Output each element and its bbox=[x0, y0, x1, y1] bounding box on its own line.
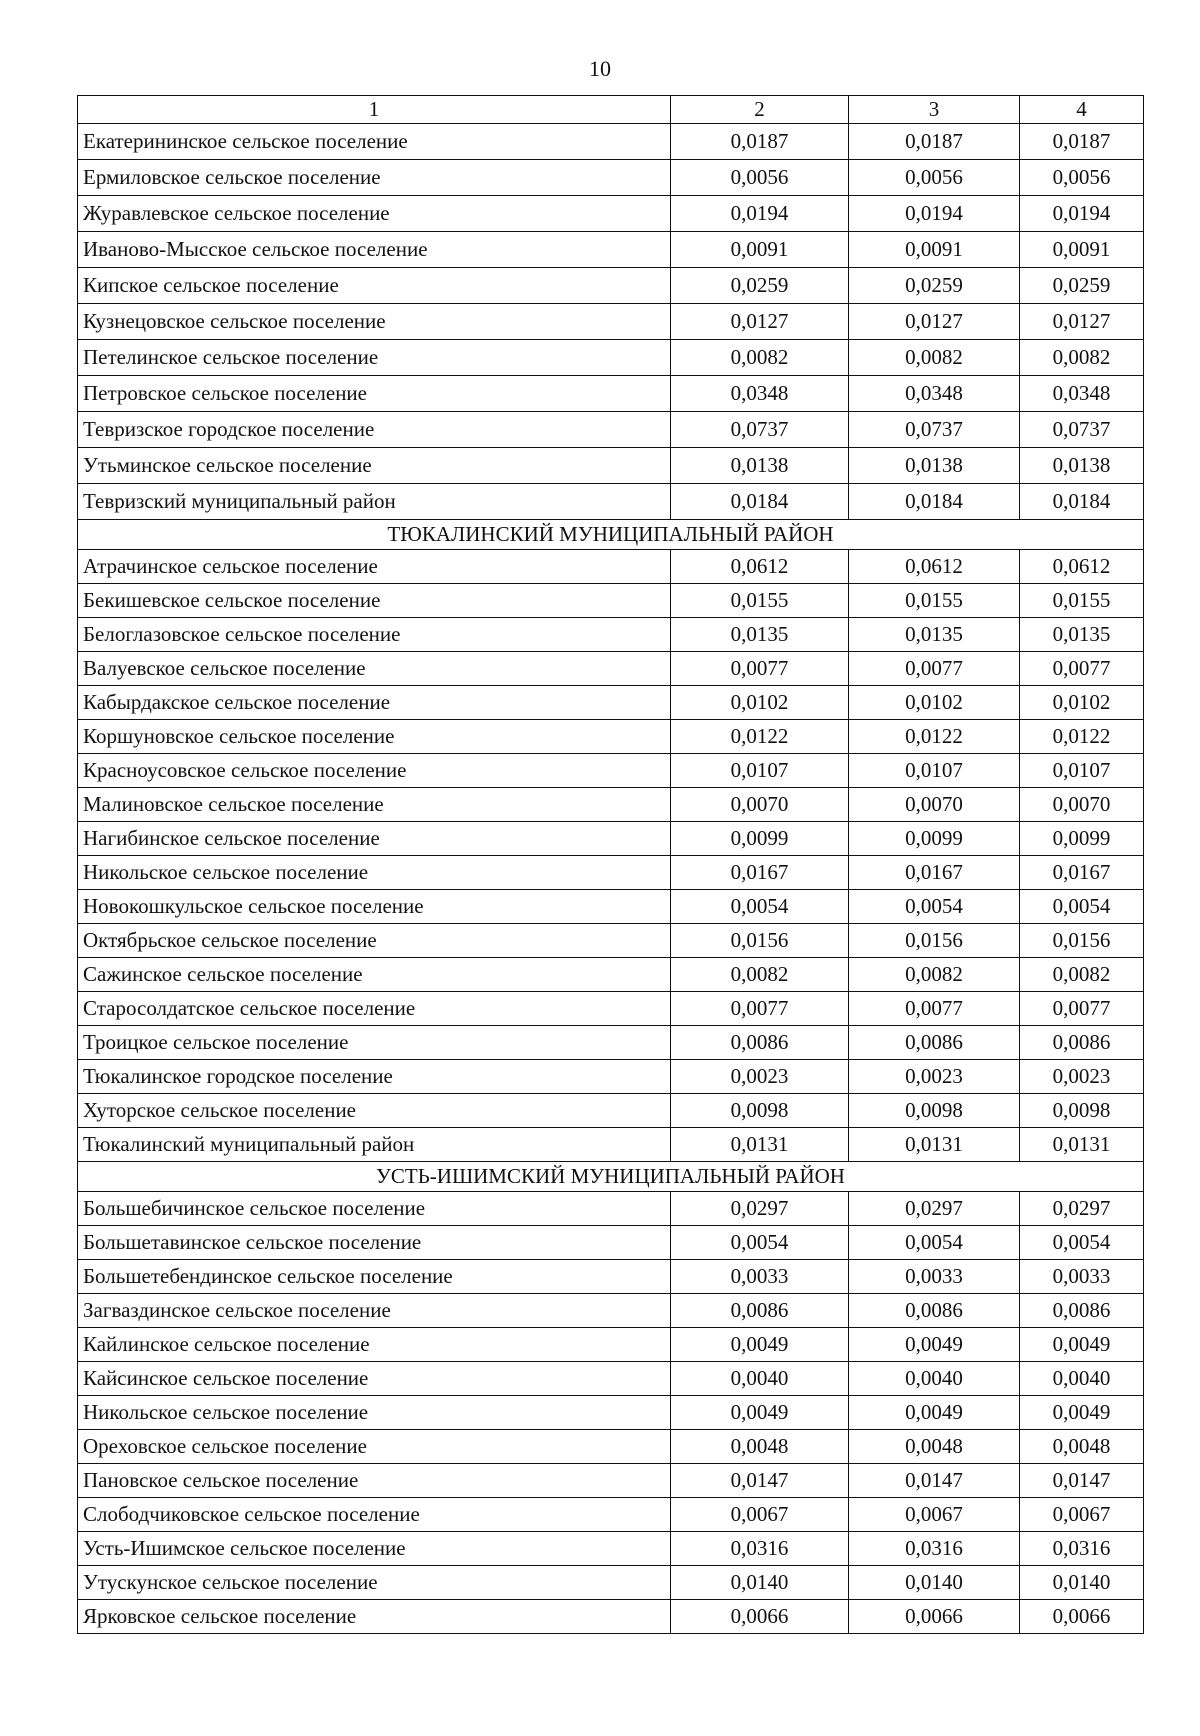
settlement-name-cell: Иваново-Мысское сельское поселение bbox=[78, 232, 671, 268]
value-cell-col-2: 0,0737 bbox=[671, 412, 849, 448]
value-cell-col-2: 0,0066 bbox=[671, 1600, 849, 1634]
table-row bbox=[78, 1566, 1144, 1600]
table-body bbox=[78, 96, 1144, 1634]
value-cell-col-2: 0,0259 bbox=[671, 268, 849, 304]
value-cell-col-3: 0,0102 bbox=[849, 686, 1020, 720]
value-cell-col-2: 0,0127 bbox=[671, 304, 849, 340]
value-cell-col-3: 0,0040 bbox=[849, 1362, 1020, 1396]
value-cell-col-2: 0,0155 bbox=[671, 584, 849, 618]
value-cell-col-4: 0,0194 bbox=[1020, 196, 1144, 232]
value-cell-col-4: 0,0316 bbox=[1020, 1532, 1144, 1566]
value-cell-col-4: 0,0612 bbox=[1020, 550, 1144, 584]
table-row bbox=[78, 412, 1144, 448]
value-cell-col-4: 0,0082 bbox=[1020, 958, 1144, 992]
value-cell-col-2: 0,0135 bbox=[671, 618, 849, 652]
value-cell-col-2: 0,0184 bbox=[671, 484, 849, 520]
value-cell-col-3: 0,0167 bbox=[849, 856, 1020, 890]
table-row bbox=[78, 196, 1144, 232]
value-cell-col-3: 0,0082 bbox=[849, 958, 1020, 992]
value-cell-col-3: 0,0099 bbox=[849, 822, 1020, 856]
value-cell-col-3: 0,0122 bbox=[849, 720, 1020, 754]
value-cell-col-4: 0,0086 bbox=[1020, 1026, 1144, 1060]
value-cell-col-3: 0,0056 bbox=[849, 160, 1020, 196]
table-row bbox=[78, 1532, 1144, 1566]
value-cell-col-3: 0,0066 bbox=[849, 1600, 1020, 1634]
settlement-name-cell: Ореховское сельское поселение bbox=[78, 1430, 671, 1464]
value-cell-col-2: 0,0040 bbox=[671, 1362, 849, 1396]
value-cell-col-4: 0,0049 bbox=[1020, 1328, 1144, 1362]
table-row bbox=[78, 754, 1144, 788]
value-cell-col-3: 0,0156 bbox=[849, 924, 1020, 958]
table-row bbox=[78, 1362, 1144, 1396]
value-cell-col-2: 0,0348 bbox=[671, 376, 849, 412]
value-cell-col-3: 0,0297 bbox=[849, 1192, 1020, 1226]
value-cell-col-4: 0,0259 bbox=[1020, 268, 1144, 304]
value-cell-col-2: 0,0033 bbox=[671, 1260, 849, 1294]
table-row bbox=[78, 992, 1144, 1026]
value-cell-col-3: 0,0184 bbox=[849, 484, 1020, 520]
value-cell-col-4: 0,0348 bbox=[1020, 376, 1144, 412]
value-cell-col-2: 0,0131 bbox=[671, 1128, 849, 1162]
settlement-name-cell: Утускунское сельское поселение bbox=[78, 1566, 671, 1600]
table-row bbox=[78, 822, 1144, 856]
value-cell-col-3: 0,0033 bbox=[849, 1260, 1020, 1294]
value-cell-col-3: 0,0098 bbox=[849, 1094, 1020, 1128]
value-cell-col-2: 0,0077 bbox=[671, 652, 849, 686]
value-cell-col-3: 0,0082 bbox=[849, 340, 1020, 376]
table-row bbox=[78, 1094, 1144, 1128]
settlement-name-cell: Коршуновское сельское поселение bbox=[78, 720, 671, 754]
section-header-row bbox=[78, 520, 1144, 550]
section-title: УСТЬ-ИШИМСКИЙ МУНИЦИПАЛЬНЫЙ РАЙОН bbox=[78, 1162, 1144, 1192]
table-row bbox=[78, 584, 1144, 618]
column-header-2: 2 bbox=[671, 96, 849, 124]
table-row bbox=[78, 1192, 1144, 1226]
table-row bbox=[78, 484, 1144, 520]
value-cell-col-4: 0,0070 bbox=[1020, 788, 1144, 822]
settlement-name-cell: Журавлевское сельское поселение bbox=[78, 196, 671, 232]
value-cell-col-4: 0,0187 bbox=[1020, 124, 1144, 160]
value-cell-col-3: 0,0135 bbox=[849, 618, 1020, 652]
value-cell-col-4: 0,0056 bbox=[1020, 160, 1144, 196]
settlement-name-cell: Большебичинское сельское поселение bbox=[78, 1192, 671, 1226]
value-cell-col-4: 0,0156 bbox=[1020, 924, 1144, 958]
value-cell-col-4: 0,0048 bbox=[1020, 1430, 1144, 1464]
value-cell-col-3: 0,0086 bbox=[849, 1026, 1020, 1060]
settlement-name-cell: Петровское сельское поселение bbox=[78, 376, 671, 412]
value-cell-col-4: 0,0297 bbox=[1020, 1192, 1144, 1226]
table-row bbox=[78, 1430, 1144, 1464]
page-number: 10 bbox=[589, 56, 611, 81]
value-cell-col-2: 0,0167 bbox=[671, 856, 849, 890]
table-row bbox=[78, 1396, 1144, 1430]
value-cell-col-3: 0,0054 bbox=[849, 1226, 1020, 1260]
value-cell-col-3: 0,0077 bbox=[849, 652, 1020, 686]
value-cell-col-4: 0,0082 bbox=[1020, 340, 1144, 376]
value-cell-col-2: 0,0086 bbox=[671, 1026, 849, 1060]
value-cell-col-2: 0,0138 bbox=[671, 448, 849, 484]
value-cell-col-4: 0,0067 bbox=[1020, 1498, 1144, 1532]
value-cell-col-3: 0,0054 bbox=[849, 890, 1020, 924]
value-cell-col-2: 0,0122 bbox=[671, 720, 849, 754]
value-cell-col-3: 0,0155 bbox=[849, 584, 1020, 618]
settlement-name-cell: Большетебендинское сельское поселение bbox=[78, 1260, 671, 1294]
value-cell-col-3: 0,0049 bbox=[849, 1396, 1020, 1430]
settlement-name-cell: Кузнецовское сельское поселение bbox=[78, 304, 671, 340]
settlement-name-cell: Сажинское сельское поселение bbox=[78, 958, 671, 992]
value-cell-col-4: 0,0077 bbox=[1020, 992, 1144, 1026]
settlement-name-cell: Никольское сельское поселение bbox=[78, 856, 671, 890]
table-row bbox=[78, 340, 1144, 376]
value-cell-col-3: 0,0187 bbox=[849, 124, 1020, 160]
value-cell-col-4: 0,0054 bbox=[1020, 1226, 1144, 1260]
settlement-name-cell: Тевризское городское поселение bbox=[78, 412, 671, 448]
section-header-row bbox=[78, 1162, 1144, 1192]
settlement-name-cell: Ярковское сельское поселение bbox=[78, 1600, 671, 1634]
table-row bbox=[78, 1294, 1144, 1328]
value-cell-col-3: 0,0131 bbox=[849, 1128, 1020, 1162]
coefficients-table-wrapper bbox=[77, 95, 1143, 1634]
column-header-4: 4 bbox=[1020, 96, 1144, 124]
value-cell-col-2: 0,0612 bbox=[671, 550, 849, 584]
table-row bbox=[78, 160, 1144, 196]
value-cell-col-4: 0,0737 bbox=[1020, 412, 1144, 448]
value-cell-col-3: 0,0070 bbox=[849, 788, 1020, 822]
value-cell-col-4: 0,0184 bbox=[1020, 484, 1144, 520]
value-cell-col-4: 0,0131 bbox=[1020, 1128, 1144, 1162]
value-cell-col-3: 0,0048 bbox=[849, 1430, 1020, 1464]
table-row bbox=[78, 788, 1144, 822]
settlement-name-cell: Кайсинское сельское поселение bbox=[78, 1362, 671, 1396]
settlement-name-cell: Слободчиковское сельское поселение bbox=[78, 1498, 671, 1532]
value-cell-col-4: 0,0033 bbox=[1020, 1260, 1144, 1294]
settlement-name-cell: Тюкалинский муниципальный район bbox=[78, 1128, 671, 1162]
table-row bbox=[78, 1464, 1144, 1498]
value-cell-col-2: 0,0316 bbox=[671, 1532, 849, 1566]
table-row bbox=[78, 856, 1144, 890]
coefficients-table bbox=[77, 95, 1144, 1634]
table-row bbox=[78, 1226, 1144, 1260]
value-cell-col-2: 0,0102 bbox=[671, 686, 849, 720]
value-cell-col-4: 0,0167 bbox=[1020, 856, 1144, 890]
value-cell-col-2: 0,0099 bbox=[671, 822, 849, 856]
settlement-name-cell: Утьминское сельское поселение bbox=[78, 448, 671, 484]
value-cell-col-2: 0,0098 bbox=[671, 1094, 849, 1128]
value-cell-col-3: 0,0067 bbox=[849, 1498, 1020, 1532]
settlement-name-cell: Бекишевское сельское поселение bbox=[78, 584, 671, 618]
settlement-name-cell: Усть-Ишимское сельское поселение bbox=[78, 1532, 671, 1566]
value-cell-col-2: 0,0054 bbox=[671, 1226, 849, 1260]
value-cell-col-2: 0,0023 bbox=[671, 1060, 849, 1094]
settlement-name-cell: Белоглазовское сельское поселение bbox=[78, 618, 671, 652]
value-cell-col-2: 0,0107 bbox=[671, 754, 849, 788]
value-cell-col-2: 0,0049 bbox=[671, 1328, 849, 1362]
value-cell-col-4: 0,0155 bbox=[1020, 584, 1144, 618]
table-row bbox=[78, 550, 1144, 584]
value-cell-col-4: 0,0091 bbox=[1020, 232, 1144, 268]
value-cell-col-2: 0,0297 bbox=[671, 1192, 849, 1226]
value-cell-col-3: 0,0316 bbox=[849, 1532, 1020, 1566]
value-cell-col-4: 0,0147 bbox=[1020, 1464, 1144, 1498]
column-header-3: 3 bbox=[849, 96, 1020, 124]
settlement-name-cell: Хуторское сельское поселение bbox=[78, 1094, 671, 1128]
table-row bbox=[78, 1498, 1144, 1532]
value-cell-col-2: 0,0194 bbox=[671, 196, 849, 232]
value-cell-col-3: 0,0138 bbox=[849, 448, 1020, 484]
value-cell-col-3: 0,0023 bbox=[849, 1060, 1020, 1094]
value-cell-col-4: 0,0102 bbox=[1020, 686, 1144, 720]
value-cell-col-2: 0,0070 bbox=[671, 788, 849, 822]
value-cell-col-2: 0,0082 bbox=[671, 340, 849, 376]
table-row bbox=[78, 686, 1144, 720]
table-row bbox=[78, 1260, 1144, 1294]
table-row bbox=[78, 1328, 1144, 1362]
value-cell-col-4: 0,0127 bbox=[1020, 304, 1144, 340]
value-cell-col-4: 0,0040 bbox=[1020, 1362, 1144, 1396]
value-cell-col-2: 0,0049 bbox=[671, 1396, 849, 1430]
table-row bbox=[78, 1600, 1144, 1634]
settlement-name-cell: Нагибинское сельское поселение bbox=[78, 822, 671, 856]
value-cell-col-3: 0,0077 bbox=[849, 992, 1020, 1026]
settlement-name-cell: Кайлинское сельское поселение bbox=[78, 1328, 671, 1362]
value-cell-col-2: 0,0082 bbox=[671, 958, 849, 992]
table-row bbox=[78, 124, 1144, 160]
table-row bbox=[78, 1060, 1144, 1094]
value-cell-col-4: 0,0054 bbox=[1020, 890, 1144, 924]
table-row bbox=[78, 448, 1144, 484]
value-cell-col-3: 0,0612 bbox=[849, 550, 1020, 584]
table-row bbox=[78, 304, 1144, 340]
value-cell-col-3: 0,0737 bbox=[849, 412, 1020, 448]
value-cell-col-3: 0,0091 bbox=[849, 232, 1020, 268]
value-cell-col-3: 0,0140 bbox=[849, 1566, 1020, 1600]
table-row bbox=[78, 720, 1144, 754]
settlement-name-cell: Пановское сельское поселение bbox=[78, 1464, 671, 1498]
value-cell-col-2: 0,0048 bbox=[671, 1430, 849, 1464]
value-cell-col-2: 0,0056 bbox=[671, 160, 849, 196]
table-row bbox=[78, 1026, 1144, 1060]
value-cell-col-4: 0,0066 bbox=[1020, 1600, 1144, 1634]
value-cell-col-2: 0,0147 bbox=[671, 1464, 849, 1498]
value-cell-col-2: 0,0187 bbox=[671, 124, 849, 160]
value-cell-col-3: 0,0147 bbox=[849, 1464, 1020, 1498]
value-cell-col-2: 0,0140 bbox=[671, 1566, 849, 1600]
value-cell-col-4: 0,0086 bbox=[1020, 1294, 1144, 1328]
value-cell-col-3: 0,0259 bbox=[849, 268, 1020, 304]
settlement-name-cell: Троицкое сельское поселение bbox=[78, 1026, 671, 1060]
section-title: ТЮКАЛИНСКИЙ МУНИЦИПАЛЬНЫЙ РАЙОН bbox=[78, 520, 1144, 550]
column-header-1: 1 bbox=[78, 96, 671, 124]
value-cell-col-4: 0,0138 bbox=[1020, 448, 1144, 484]
value-cell-col-2: 0,0077 bbox=[671, 992, 849, 1026]
table-row bbox=[78, 232, 1144, 268]
table-row bbox=[78, 924, 1144, 958]
value-cell-col-2: 0,0067 bbox=[671, 1498, 849, 1532]
settlement-name-cell: Октябрьское сельское поселение bbox=[78, 924, 671, 958]
value-cell-col-2: 0,0054 bbox=[671, 890, 849, 924]
value-cell-col-4: 0,0140 bbox=[1020, 1566, 1144, 1600]
settlement-name-cell: Старосолдатское сельское поселение bbox=[78, 992, 671, 1026]
value-cell-col-3: 0,0049 bbox=[849, 1328, 1020, 1362]
settlement-name-cell: Малиновское сельское поселение bbox=[78, 788, 671, 822]
value-cell-col-3: 0,0194 bbox=[849, 196, 1020, 232]
value-cell-col-4: 0,0077 bbox=[1020, 652, 1144, 686]
table-row bbox=[78, 890, 1144, 924]
settlement-name-cell: Петелинское сельское поселение bbox=[78, 340, 671, 376]
value-cell-col-4: 0,0099 bbox=[1020, 822, 1144, 856]
value-cell-col-2: 0,0086 bbox=[671, 1294, 849, 1328]
table-row bbox=[78, 652, 1144, 686]
table-row bbox=[78, 268, 1144, 304]
value-cell-col-2: 0,0156 bbox=[671, 924, 849, 958]
settlement-name-cell: Тевризский муниципальный район bbox=[78, 484, 671, 520]
value-cell-col-4: 0,0049 bbox=[1020, 1396, 1144, 1430]
column-number-header-row bbox=[78, 96, 1144, 124]
settlement-name-cell: Новокошкульское сельское поселение bbox=[78, 890, 671, 924]
value-cell-col-3: 0,0348 bbox=[849, 376, 1020, 412]
table-row bbox=[78, 376, 1144, 412]
table-row bbox=[78, 1128, 1144, 1162]
settlement-name-cell: Никольское сельское поселение bbox=[78, 1396, 671, 1430]
table-row bbox=[78, 958, 1144, 992]
value-cell-col-3: 0,0127 bbox=[849, 304, 1020, 340]
settlement-name-cell: Валуевское сельское поселение bbox=[78, 652, 671, 686]
settlement-name-cell: Кипское сельское поселение bbox=[78, 268, 671, 304]
settlement-name-cell: Красноусовское сельское поселение bbox=[78, 754, 671, 788]
value-cell-col-4: 0,0122 bbox=[1020, 720, 1144, 754]
value-cell-col-4: 0,0135 bbox=[1020, 618, 1144, 652]
settlement-name-cell: Екатерининское сельское поселение bbox=[78, 124, 671, 160]
value-cell-col-2: 0,0091 bbox=[671, 232, 849, 268]
value-cell-col-4: 0,0023 bbox=[1020, 1060, 1144, 1094]
value-cell-col-3: 0,0107 bbox=[849, 754, 1020, 788]
settlement-name-cell: Кабырдакское сельское поселение bbox=[78, 686, 671, 720]
settlement-name-cell: Атрачинское сельское поселение bbox=[78, 550, 671, 584]
settlement-name-cell: Загваздинское сельское поселение bbox=[78, 1294, 671, 1328]
value-cell-col-4: 0,0107 bbox=[1020, 754, 1144, 788]
settlement-name-cell: Ермиловское сельское поселение bbox=[78, 160, 671, 196]
value-cell-col-3: 0,0086 bbox=[849, 1294, 1020, 1328]
settlement-name-cell: Тюкалинское городское поселение bbox=[78, 1060, 671, 1094]
table-row bbox=[78, 618, 1144, 652]
value-cell-col-4: 0,0098 bbox=[1020, 1094, 1144, 1128]
settlement-name-cell: Большетавинское сельское поселение bbox=[78, 1226, 671, 1260]
